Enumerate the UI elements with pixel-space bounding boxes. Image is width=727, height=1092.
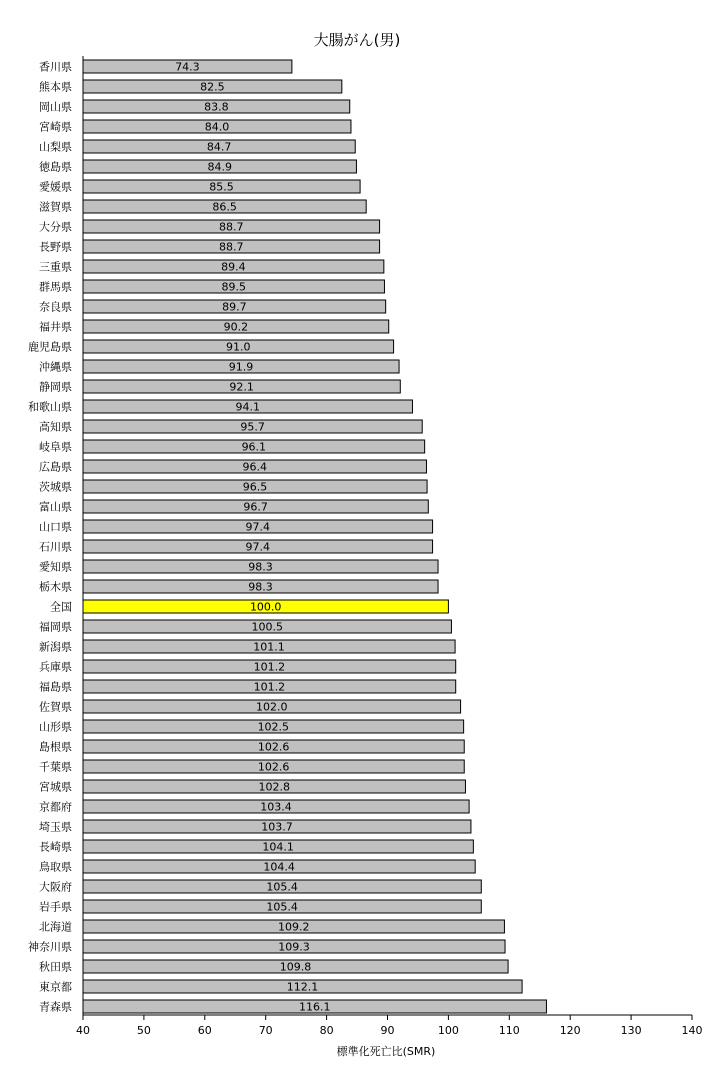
category-label-46: 秋田県 [39,960,72,974]
category-label-36: 千葉県 [39,760,72,774]
category-label-1: 香川県 [39,60,72,74]
category-label-43: 岩手県 [39,900,72,914]
value-label-39: 103.7 [261,820,293,834]
value-label-19: 95.7 [240,420,265,434]
value-label-3: 83.8 [204,100,229,114]
value-label-38: 103.4 [260,800,292,814]
x-tick-label-11: 140 [681,1024,703,1037]
value-label-24: 97.4 [245,520,271,534]
value-label-11: 89.4 [221,260,246,274]
value-label-6: 84.9 [207,160,232,174]
category-label-35: 島根県 [39,740,72,754]
x-ticks-group [76,1015,703,1037]
value-label-28: 100.0 [249,600,282,614]
value-label-33: 102.0 [256,700,288,714]
category-label-20: 岐阜県 [39,440,72,454]
value-label-45: 109.3 [278,940,310,954]
value-label-16: 91.9 [228,360,254,374]
category-label-17: 静岡県 [39,380,72,394]
value-label-1: 74.3 [175,60,200,74]
value-label-41: 104.4 [263,860,295,874]
category-label-39: 埼玉県 [39,820,72,834]
value-label-23: 96.7 [243,500,268,514]
value-label-25: 97.4 [245,540,271,554]
value-label-12: 89.5 [221,280,246,294]
category-labels-group [28,60,72,1014]
category-label-22: 茨城県 [39,480,72,494]
bars-group [83,60,546,1013]
value-label-31: 101.2 [253,660,286,674]
value-label-2: 82.5 [200,80,225,94]
category-label-38: 京都府 [39,800,72,814]
category-label-37: 宮城県 [39,780,72,794]
category-label-19: 高知県 [39,420,72,434]
value-label-44: 109.2 [277,920,310,934]
value-label-36: 102.6 [257,760,290,774]
value-label-20: 96.1 [241,440,267,454]
category-label-8: 滋賀県 [39,200,72,214]
category-label-3: 岡山県 [39,100,72,114]
value-label-35: 102.6 [257,740,290,754]
value-label-7: 85.5 [209,180,234,194]
category-label-15: 鹿児島県 [28,340,72,354]
category-label-28: 全国 [50,600,72,614]
value-label-17: 92.1 [229,380,254,394]
value-label-18: 94.1 [235,400,260,414]
x-tick-label-10: 130 [620,1024,642,1037]
category-label-4: 宮崎県 [39,120,72,134]
category-label-23: 富山県 [39,500,72,514]
value-label-46: 109.8 [279,960,312,974]
category-label-21: 広島県 [39,460,72,474]
x-tick-label-7: 100 [437,1024,459,1037]
category-label-44: 北海道 [39,920,72,934]
value-label-27: 98.3 [248,580,273,594]
category-label-5: 山梨県 [39,140,72,154]
category-label-13: 奈良県 [39,300,72,314]
value-label-34: 102.5 [257,720,290,734]
category-label-41: 鳥取県 [39,860,72,874]
category-label-31: 兵庫県 [39,660,72,674]
category-label-14: 福井県 [39,320,72,334]
x-tick-label-5: 80 [319,1024,334,1037]
category-label-18: 和歌山県 [28,400,72,414]
x-tick-label-8: 110 [498,1024,520,1037]
value-label-22: 96.5 [242,480,268,494]
value-label-47: 112.1 [286,980,319,994]
value-label-30: 101.1 [253,640,285,654]
value-label-21: 96.4 [242,460,267,474]
x-tick-label-1: 40 [76,1024,90,1037]
category-label-40: 長崎県 [39,840,72,854]
category-label-47: 東京都 [39,980,72,994]
value-label-4: 84.0 [204,120,230,134]
value-label-42: 105.4 [266,880,298,894]
category-label-7: 愛媛県 [39,180,72,194]
value-label-40: 104.1 [262,840,294,854]
category-label-11: 三重県 [39,260,72,274]
category-label-32: 福島県 [39,680,72,694]
x-tick-label-4: 70 [258,1024,273,1037]
category-label-26: 愛知県 [39,560,72,574]
chart-title: 大腸がん(男) [313,31,401,49]
value-label-29: 100.5 [251,620,283,634]
category-label-34: 山形県 [39,720,72,734]
value-label-15: 91.0 [226,340,251,354]
category-label-16: 沖縄県 [39,360,72,374]
category-label-24: 山口県 [39,520,72,534]
x-tick-label-3: 60 [197,1024,212,1037]
category-label-9: 大分県 [39,220,72,234]
value-label-8: 86.5 [212,200,237,214]
category-label-42: 大阪府 [39,880,72,894]
category-label-10: 長野県 [39,240,72,254]
value-label-37: 102.8 [258,780,290,794]
category-label-27: 栃木県 [39,580,72,594]
value-label-5: 84.7 [206,140,232,154]
category-label-2: 熊本県 [39,80,72,94]
category-label-25: 石川県 [39,540,72,554]
value-label-9: 88.7 [219,220,244,234]
category-label-29: 福岡県 [39,620,72,634]
value-label-10: 88.7 [219,240,244,254]
category-label-30: 新潟県 [39,640,72,654]
category-label-12: 群馬県 [39,280,72,294]
value-label-32: 101.2 [253,680,286,694]
x-axis-label: 標準化死亡比(SMR) [336,1045,436,1058]
category-label-48: 青森県 [39,1000,72,1014]
x-tick-label-6: 90 [380,1024,395,1037]
category-label-33: 佐賀県 [39,700,72,714]
x-tick-label-2: 50 [136,1024,151,1037]
x-tick-label-9: 120 [559,1024,581,1037]
category-label-6: 徳島県 [39,160,72,174]
category-label-45: 神奈川県 [28,940,72,954]
value-label-48: 116.1 [298,1000,331,1014]
value-label-14: 90.2 [223,320,249,334]
value-label-13: 89.7 [222,300,247,314]
value-label-26: 98.3 [248,560,273,574]
value-label-43: 105.4 [266,900,298,914]
